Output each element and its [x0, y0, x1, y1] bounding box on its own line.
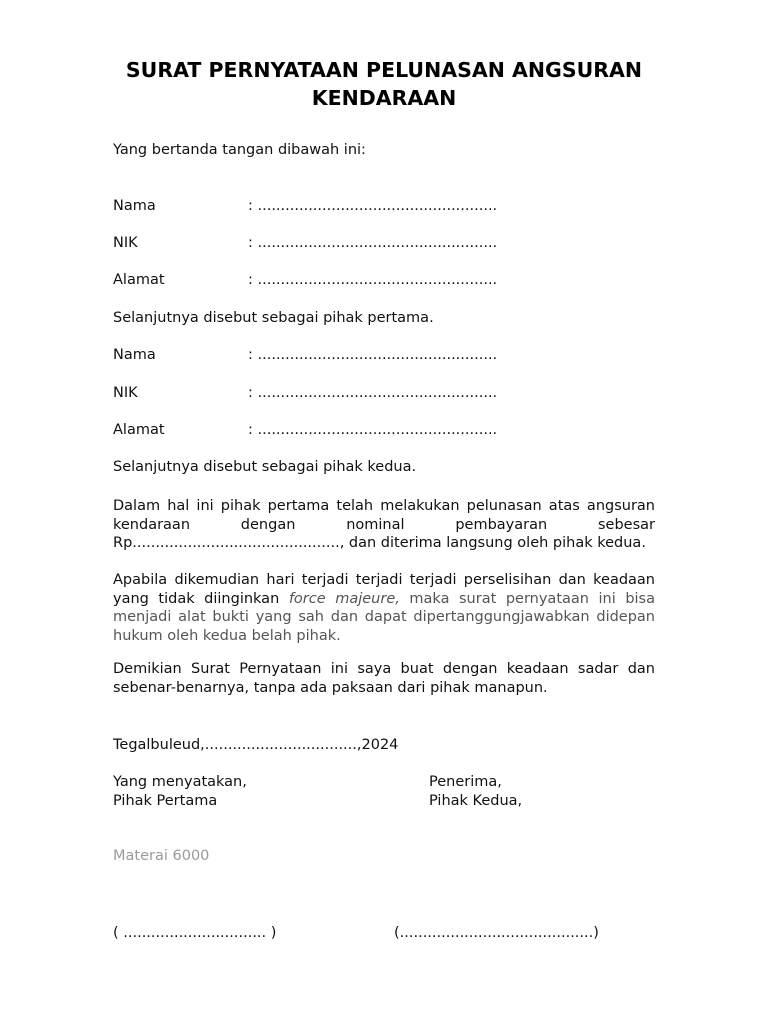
payment-paragraph: Dalam hal ini pihak pertama telah melakukan pelunasan atas angsuran kendaraan dengan nominal pembayaran sebesar Rp............................................., dan diterima langsung oleh pihak kedua. — [113, 498, 655, 551]
party2-designation: Selanjutnya disebut sebagai pihak kedua. — [113, 459, 417, 475]
party1-alamat-value: : .................................................... — [248, 272, 498, 288]
dispute-text-part1: Apabila dikemudian hari terjadi terjadi terjadi perselisihan dan keadaan yang tidak diinginkan — [113, 572, 655, 607]
title-line-1: SURAT PERNYATAAN PELUNASAN ANGSURAN — [125, 58, 643, 82]
signer-right-line2: Pihak Kedua, — [429, 793, 523, 809]
signer-right-line1: Penerima, — [429, 774, 502, 790]
party1-nama-label: Nama — [113, 198, 156, 214]
document-title — [90, 56, 678, 112]
party1-nama-value: : .................................................... — [248, 198, 498, 214]
dispute-text-part2: maka surat pernyataan ini bisa menjadi alat bukti yang sah dan dapat dipertanggungjawabkan didepan hukum oleh kedua belah pihak. — [113, 590, 655, 644]
party2-nik-label: NIK — [113, 385, 138, 401]
party2-alamat-label: Alamat — [113, 422, 165, 438]
closing-paragraph: Demikian Surat Pernyataan ini saya buat dengan keadaan sadar dan sebenar-benarnya, tanpa ada paksaan dari pihak manapun. — [113, 661, 655, 696]
place-date: Tegalbuleud,.................................,2024 — [113, 737, 399, 753]
party2-nama-value: : .................................................... — [248, 347, 498, 363]
signer-left-line2: Pihak Pertama — [113, 793, 218, 809]
title-line-2: KENDARAAN — [311, 86, 457, 110]
party1-nik-label: NIK — [113, 235, 138, 251]
dispute-paragraph — [113, 571, 655, 645]
signer-left-name-blank: ( ............................... ) — [113, 925, 277, 941]
force-majeure-term: force majeure, — [288, 590, 400, 607]
party1-designation: Selanjutnya disebut sebagai pihak pertama. — [113, 310, 434, 326]
intro-text: Yang bertanda tangan dibawah ini: — [113, 142, 366, 158]
party2-nama-label: Nama — [113, 347, 156, 363]
party2-nik-value: : .................................................... — [248, 385, 498, 401]
signer-left-line1: Yang menyatakan, — [113, 774, 247, 790]
party2-alamat-value: : .................................................... — [248, 422, 498, 438]
signer-right-name-blank: (..........................................) — [394, 925, 599, 941]
party1-alamat-label: Alamat — [113, 272, 165, 288]
stamp-placeholder: Materai 6000 — [113, 848, 210, 864]
party1-nik-value: : .................................................... — [248, 235, 498, 251]
